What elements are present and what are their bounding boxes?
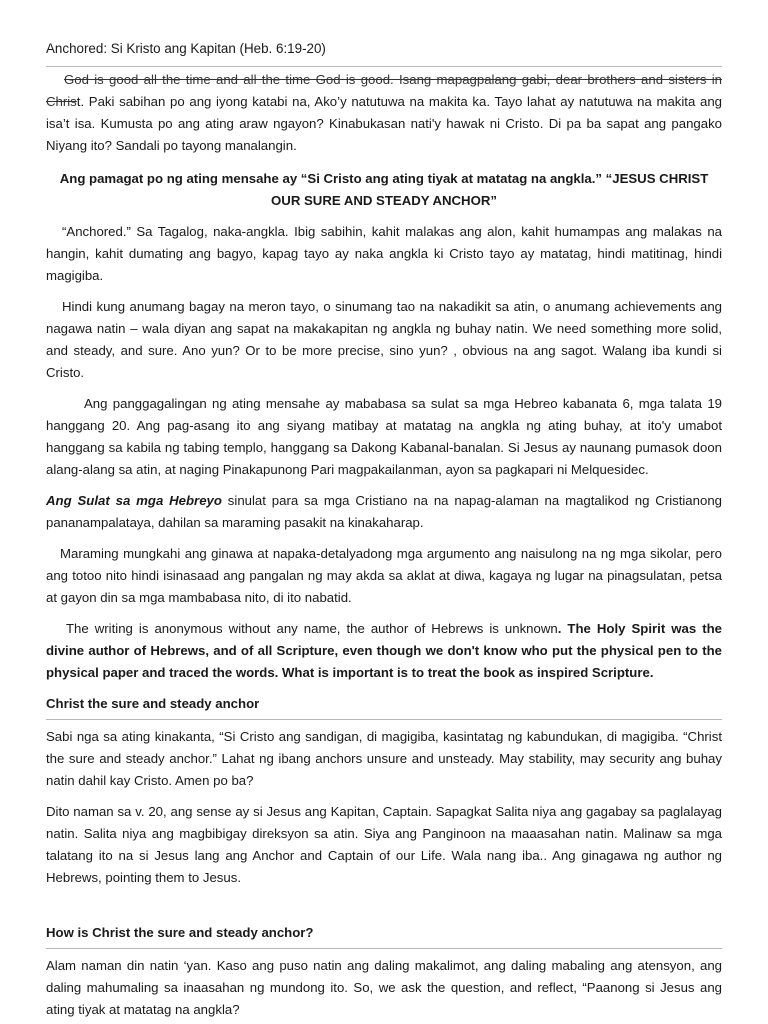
paragraph-anchored: “Anchored.” Sa Tagalog, naka-angkla. Ibig sabihin, kahit malakas ang alon, kahit humampas ang malakas na hangin, kahit dumating ang bagyo, kapag tayo ay naka angkla ki Cristo tayo ay matatag, hindi matitinag, hindi magigiba. <box>46 224 722 283</box>
writing-plain-text: The writing is anonymous without any name, the author of Hebrews is unknown <box>66 621 558 636</box>
writing-bold-text: . The Holy Spirit was the divine author of Hebrews, and of all Scripture, even though we don't know who put the physical pen to the physical paper and traced the words. What is important is to treat the book as inspired Scripture. <box>46 621 722 680</box>
paragraph-sulat-text: sinulat para sa mga Cristiano na na napag-alaman na magtalikod ng Cristianong pananampalataya, dahilan sa maraming pasakit na kinakaharap. <box>46 493 722 530</box>
section-divider-2 <box>46 948 722 949</box>
paragraph-writing <box>46 618 722 684</box>
section2-paragraph-1: Alam naman din natin ‘yan. Kaso ang puso natin ang daling makalimot, ang daling mabaling ang atensyon, ang daling mahumaling sa inaasahan ng mundong ito. So, we ask the question, and reflect, “Paanong si Jesus ang ating tiyak at matatag na angkla? <box>46 958 722 1017</box>
paragraph-maraming: Maraming mungkahi ang ginawa at napaka-detalyadong mga argumento ang naisulong na ng mga sikolar, pero ang totoo nito hindi isinasaad ang pangalan ng may akda sa aklat at diwa, kagaya ng lugar na pinagsulatan, petsa at gayon din sa mga mambabasa nito, di ito nabatid. <box>46 546 722 605</box>
hebrews-book-label: Ang Sulat sa mga Hebreyo <box>46 493 222 508</box>
paragraph-hindi-kung: Hindi kung anumang bagay na meron tayo, o sinumang tao na nakadikit sa atin, o anumang achievements ang nagawa natin – wala diyan ang sapat na makakapitan ng angkla ng buhay natin. We need something more solid, and steady, and sure. Ano yun? Or to be more precise, sino yun? , obvious na ang sagot. Walang iba kundi si Cristo. <box>46 299 722 380</box>
section-divider-1 <box>46 719 722 720</box>
intro-text: t. Paki sabihan po ang iyong katabi na, Ako’y natutuwa na makita ka. Tayo lahat ay natutuwa na makita ang isa’t isa. Kumusta po ang ating araw ngayon? Kinabukasan nati'y hawak ni Cristo. Di pa ba sapat ang pangako Niyang ito? Sandali po tayong manalangin. <box>46 94 722 153</box>
section-heading-sure-anchor: Christ the sure and steady anchor <box>46 696 260 711</box>
paragraph-sulat <box>46 490 722 534</box>
document-title: Anchored: Si Kristo ang Kapitan (Heb. 6:19-20) <box>46 41 326 56</box>
sermon-theme-heading: Ang pamagat po ng ating mensahe ay “Si Cristo ang ating tiyak at matatag na angkla.” “JESUS CHRIST OUR SURE AND STEADY ANCHOR” <box>59 171 709 208</box>
section1-paragraph-1: Sabi nga sa ating kinakanta, “Si Cristo ang sandigan, di magigiba, kasintatag ng kabundukan, di magigiba. “Christ the sure and steady anchor.” Lahat ng ibang anchors unsure and unsteady. May stability, may security ang buhay natin dahil kay Cristo. Amen po ba? <box>46 729 722 788</box>
section1-paragraph-2: Dito naman sa v. 20, ang sense ay si Jesus ang Kapitan, Captain. Sapagkat Salita niya ang gagabay sa paglalayag natin. Salita niya ang magbibigay direksyon sa atin. Siya ang Panginoon na maaasahan natin. Malinaw sa mga talatang ito na si Jesus lang ang Anchor and Captain of our Life. Wala nang iba.. Ang ginagawa ng author ng Hebrews, pointing them to Jesus. <box>46 804 722 885</box>
title-divider <box>46 66 722 67</box>
section-heading-how: How is Christ the sure and steady anchor? <box>46 925 314 940</box>
intro-paragraph <box>46 69 722 157</box>
paragraph-panggagalingan: Ang panggagalingan ng ating mensahe ay mababasa sa sulat sa mga Hebreo kabanata 6, mga talata 19 hanggang 20. Ang pag-asang ito ang siyang matibay at matatag na angkla ng ating buhay, at ito'y umabot hanggang sa kabila ng tabing templo, hanggang sa Dakong Kabanal-banalan. Si Jesus ay naunang pumasok doon alang-alang sa atin, at naging Pinakapunong Pari magpakailanman, ayon sa pagkapari ni Melquesidec. <box>46 396 722 477</box>
struck-greeting: God is good all the time and all the time God is good. Isang mapagpalang gabi, dear brothers and sisters in Chris <box>46 72 722 109</box>
